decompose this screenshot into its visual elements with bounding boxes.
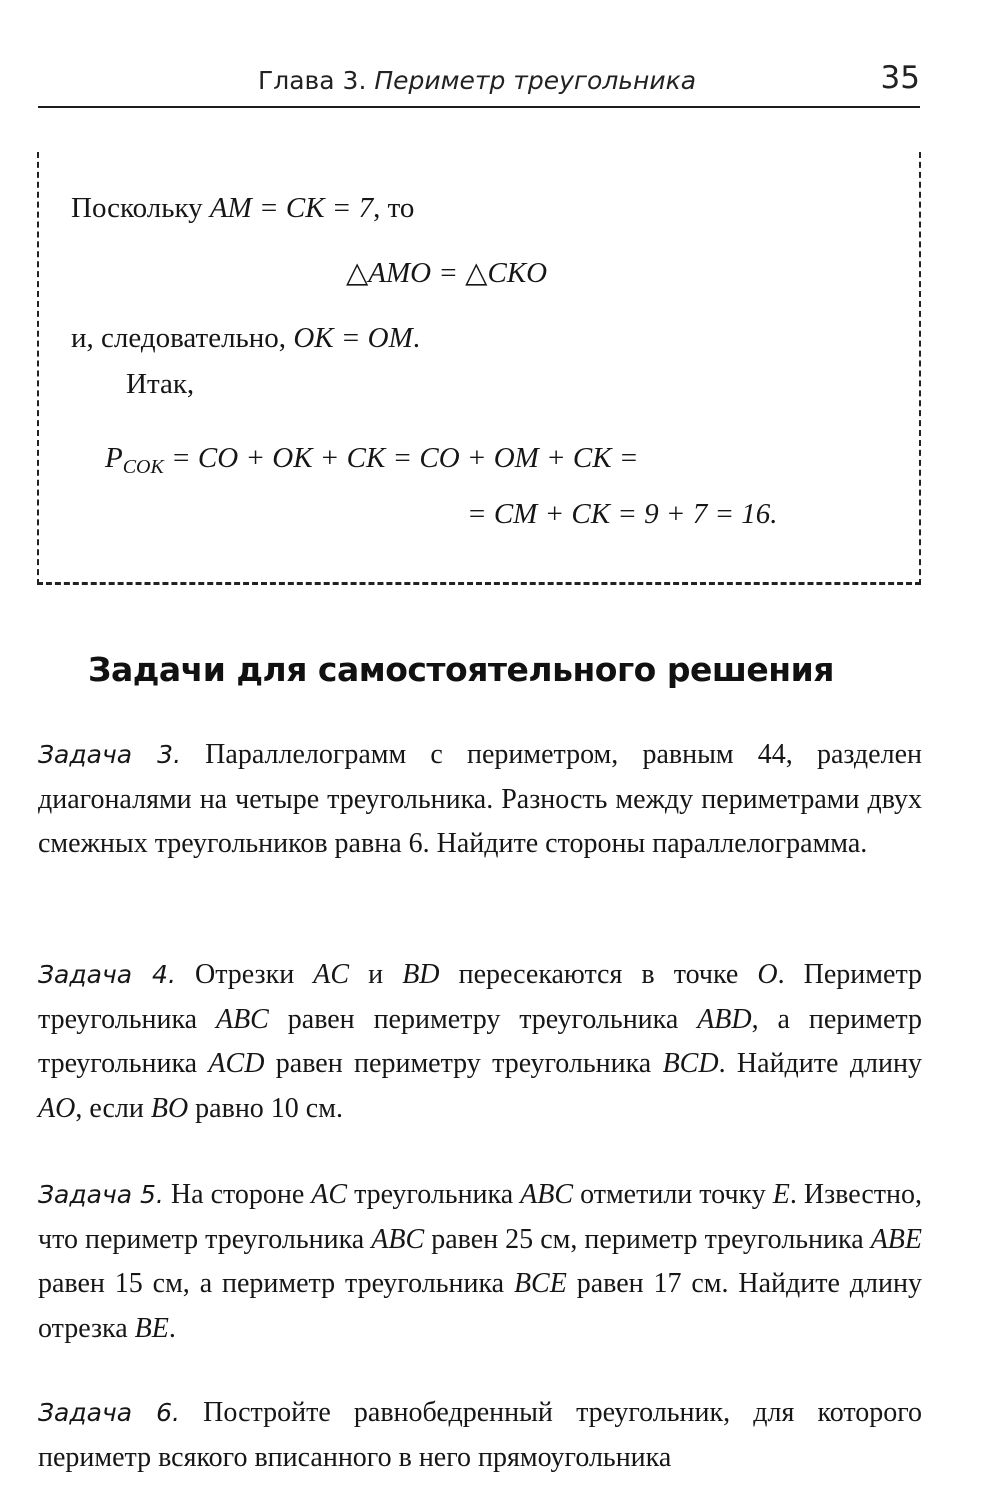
box-line-3 <box>71 322 420 355</box>
math-term: ABD <box>697 1003 752 1035</box>
math-term: E <box>772 1179 790 1210</box>
page-header <box>38 58 920 108</box>
math-term: ACD <box>208 1048 265 1079</box>
math-term: BCD <box>662 1048 719 1079</box>
task-text: равен периметру треугольника <box>264 1048 663 1079</box>
task-text: равен 15 см, а периметр треугольника <box>38 1268 514 1299</box>
solution-box <box>37 152 921 585</box>
math-term: AC <box>311 1179 348 1210</box>
task-text: равен периметру треугольника <box>268 1003 698 1035</box>
task-text: равно 10 см. <box>188 1092 343 1124</box>
task-text: и <box>349 959 403 990</box>
task-text: равен 17 см. Найдите длину отрезка <box>38 1268 922 1344</box>
task-label: Задача 3. <box>38 740 182 769</box>
task-text: . Периметр треугольника <box>38 959 923 1035</box>
box-line-4: Итак, <box>126 368 195 400</box>
math-term: BCE <box>513 1268 567 1299</box>
task-text: . Найдите длину <box>718 1048 923 1079</box>
task-text: Отрезки <box>175 959 314 990</box>
task-text: Параллелограмм с периметром, равным 44, разделен диагоналями на четыре треугольника. Разность между периметрами двух смежных треугольников равна 6. Найдите стороны параллелограмма. <box>38 739 922 859</box>
task-text: На стороне <box>163 1179 312 1210</box>
math-term: AC <box>313 959 350 990</box>
math-term: ABC <box>371 1223 425 1255</box>
box-line-3-text: и, следовательно, <box>71 322 294 354</box>
task-text: . <box>168 1312 176 1344</box>
perimeter-subscript: COK <box>122 456 164 478</box>
math-term: ABC <box>520 1179 574 1210</box>
box-line-3-math: OK = OM <box>293 322 413 354</box>
task-6 <box>38 1391 922 1480</box>
perimeter-symbol: P <box>105 442 123 474</box>
math-term: BD <box>402 959 440 990</box>
task-label: Задача 4. <box>38 960 176 989</box>
task-4 <box>38 953 922 1131</box>
box-line-6: = CM + CK = 9 + 7 = 16. <box>467 498 778 530</box>
page-number: 35 <box>880 60 920 96</box>
task-label: Задача 6. <box>38 1398 181 1427</box>
chapter-label: Глава 3. <box>258 66 367 95</box>
box-line-1-math: AM = CK = 7 <box>209 192 374 224</box>
task-3 <box>38 733 922 867</box>
task-text: . Известно, что периметр треугольника <box>38 1179 923 1255</box>
math-term: ABC <box>215 1003 269 1035</box>
math-term: BE <box>134 1312 169 1344</box>
task-text: Постройте равнобедренный треугольник, для которого периметр всякого вписанного в него прямоугольника <box>38 1397 923 1473</box>
chapter-title: Периметр треугольника <box>374 66 697 95</box>
task-text: равен 25 см, периметр треугольника <box>424 1223 871 1255</box>
box-line-1-end: , то <box>373 192 415 224</box>
task-text: , а периметр треугольника <box>38 1003 922 1079</box>
task-text: , если <box>75 1092 151 1124</box>
box-line-2: △AMO = △CKO <box>346 257 548 289</box>
section-title: Задачи для самостоятельного решения <box>88 650 834 689</box>
box-line-1-text: Поскольку <box>71 192 210 224</box>
box-line-1 <box>71 192 414 225</box>
box-line-5-math: = CO + OK + CK = CO + OM + CK = <box>163 442 639 474</box>
math-term: O <box>757 959 778 990</box>
math-term: BO <box>150 1092 189 1124</box>
math-term: ABE <box>870 1223 922 1255</box>
box-line-5 <box>105 442 639 478</box>
running-head <box>258 66 696 95</box>
box-line-3-end: . <box>412 322 421 354</box>
math-term: AO <box>38 1092 76 1124</box>
task-text: пересекаются в точке <box>439 959 758 990</box>
task-text: треугольника <box>347 1179 521 1210</box>
task-5 <box>38 1173 922 1351</box>
task-label: Задача 5. <box>38 1180 164 1209</box>
task-text: отметили точку <box>573 1179 773 1210</box>
